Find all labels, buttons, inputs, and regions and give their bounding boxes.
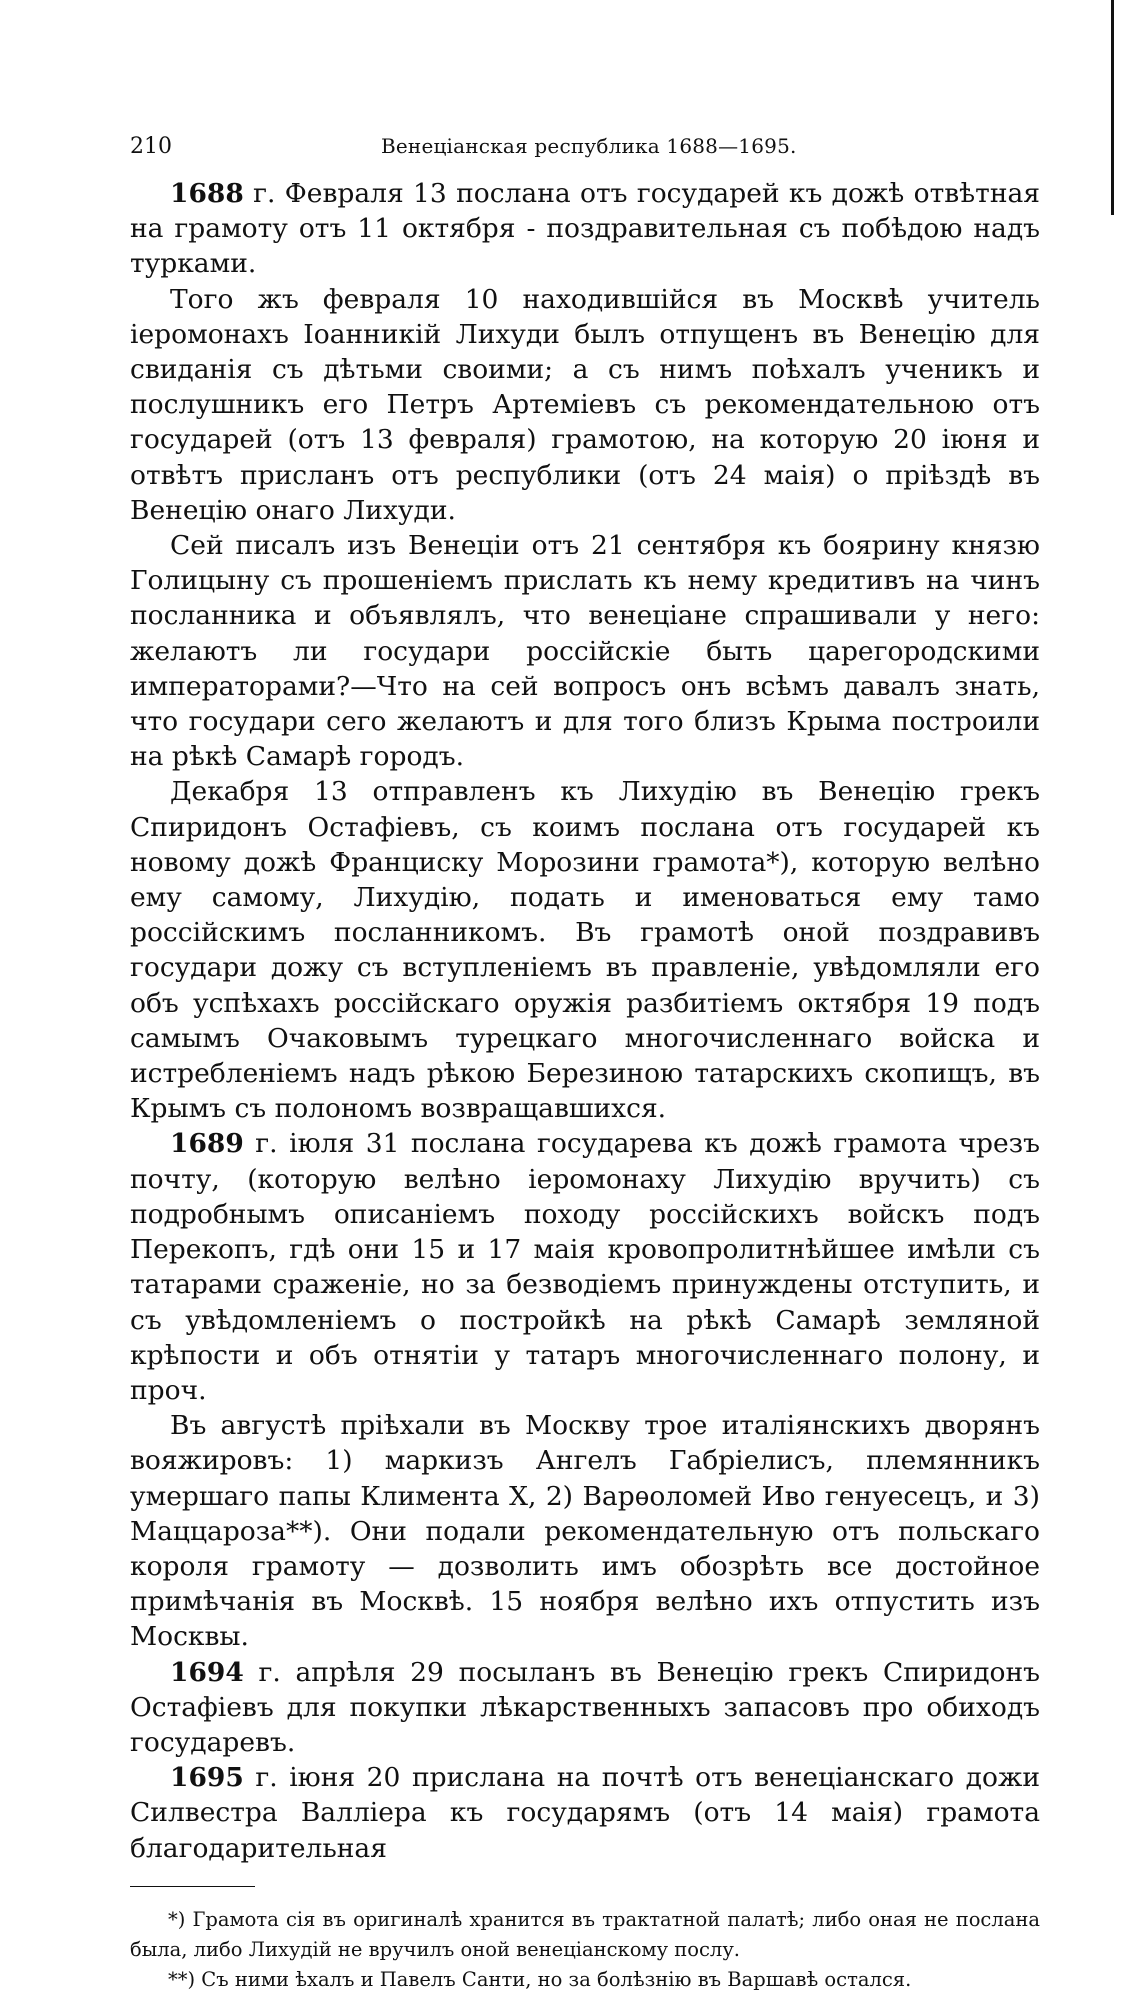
paragraph-text: г. іюня 20 прислана на почтѣ отъ венеціанскаго дожи Силвестра Валліера къ государямъ (отъ 14 маія) грамота благодарительная xyxy=(130,1762,1040,1864)
paragraph xyxy=(130,176,1040,282)
paragraph-text: Декабря 13 отправленъ къ Лихудію въ Венецію грекъ Спиридонъ Остафіевъ, съ коимъ послана отъ государей къ новому дожѣ Франциску Морозини грамота*), которую велѣно ему самому, Лихудію, подать и именоваться ему тамо россійскимъ посланникомъ. Въ грамотѣ оной поздравивъ государи дожу съ вступленіемъ въ правленіе, увѣдомляли его объ успѣхахъ россійскаго оружія разбитіемъ октября 19 подъ самымъ Очаковымъ турецкаго многочисленнаго войска и истребленіемъ надъ рѣкою Березиною татарскихъ скопищъ, въ Крымъ съ полономъ возвращавшихся. xyxy=(130,776,1040,1125)
paragraph xyxy=(130,774,1040,1126)
paragraph xyxy=(130,528,1040,774)
paragraph xyxy=(130,1126,1040,1408)
paragraph-text: г. іюля 31 послана государева къ дожѣ грамота чрезъ почту, (которую велѣно іеромонаху Лихудію вручить) съ подробнымъ описаніемъ походу россійскихъ войскъ подъ Перекопъ, гдѣ они 15 и 17 маія кровопролитнѣйшее имѣли съ татарами сраженіе, но за безводіемъ принуждены отступить, и съ увѣдомленіемъ о постройкѣ на рѣкѣ Самарѣ земляной крѣпости и объ отнятіи у татаръ многочисленнаго полону, и проч. xyxy=(130,1128,1040,1406)
year-marker: 1695 xyxy=(170,1762,244,1794)
paragraph xyxy=(130,282,1040,528)
paragraph-text: г. апрѣля 29 посыланъ въ Венецію грекъ Спиридонъ Остафіевъ для покупки лѣкарственныхъ запасовъ про обиходъ государевъ. xyxy=(130,1656,1040,1758)
footnotes xyxy=(130,1905,1040,1995)
paragraph-text: Въ августѣ пріѣхали въ Москву трое италіянскихъ дворянъ вояжировъ: 1) маркизъ Ангелъ Габріелисъ, племянникъ умершаго папы Климента X, 2) Варѳоломей Иво генуесецъ, и 3) Маццароза**). Они подали рекомендательную отъ польскаго короля грамоту — дозволить имъ обозрѣть все достойное примѣчанія въ Москвѣ. 15 ноября велѣно ихъ отпустить изъ Москвы. xyxy=(130,1410,1040,1653)
paragraph xyxy=(130,1408,1040,1654)
year-marker: 1694 xyxy=(170,1656,244,1688)
footnote-divider xyxy=(130,1886,255,1888)
footnote: **) Съ ними ѣхалъ и Павелъ Санти, но за болѣзнію въ Варшавѣ остался. xyxy=(168,1968,912,1992)
paragraph-text: Сей писалъ изъ Венеціи отъ 21 сентября къ боярину князю Голицыну съ прошеніемъ прислать къ нему кредитивъ на чинъ посланника и объявлялъ, что венеціане спрашивали у него: желаютъ ли государи россійскіе быть царегородскими императорами?—Что на сей вопросъ онъ всѣмъ давалъ знать, что государи сего желаютъ и для того близъ Крыма построили на рѣкѣ Самарѣ городъ. xyxy=(130,530,1040,773)
page-header xyxy=(130,128,1040,164)
year-marker: 1688 xyxy=(170,178,244,209)
page-number: 210 xyxy=(130,134,172,159)
year-marker: 1689 xyxy=(170,1128,244,1160)
paragraph-text: г. Февраля 13 послана отъ государей къ дожѣ отвѣтная на грамоту отъ 11 октября - поздравительная съ побѣдою надъ турками. xyxy=(130,178,1040,280)
footnote: *) Грамота сія въ оригиналѣ хранится въ трактатной палатѣ; либо оная не послана была, либо Лихудій не вручилъ оной венеціанскому послу. xyxy=(130,1908,1040,1962)
paragraph xyxy=(130,1655,1040,1761)
paragraph-text: Того жъ февраля 10 находившійся въ Москвѣ учитель іеромонахъ Іоанникій Лихуди былъ отпущенъ въ Венецію для свиданія съ дѣтьми своими; а съ нимъ поѣхалъ ученикъ и послушникъ его Петръ Артеміевъ съ рекомендательною отъ государей (отъ 13 февраля) грамотою, на которую 20 іюня и отвѣтъ присланъ отъ республики (отъ 24 маія) о пріѣздѣ въ Венецію онаго Лихуди. xyxy=(130,283,1040,526)
document-page xyxy=(130,128,1040,1995)
running-title: Венеціанская республика 1688—1695. xyxy=(381,134,797,158)
body-text xyxy=(130,176,1040,1866)
paragraph xyxy=(130,1760,1040,1866)
scan-edge-line xyxy=(1111,0,1114,215)
